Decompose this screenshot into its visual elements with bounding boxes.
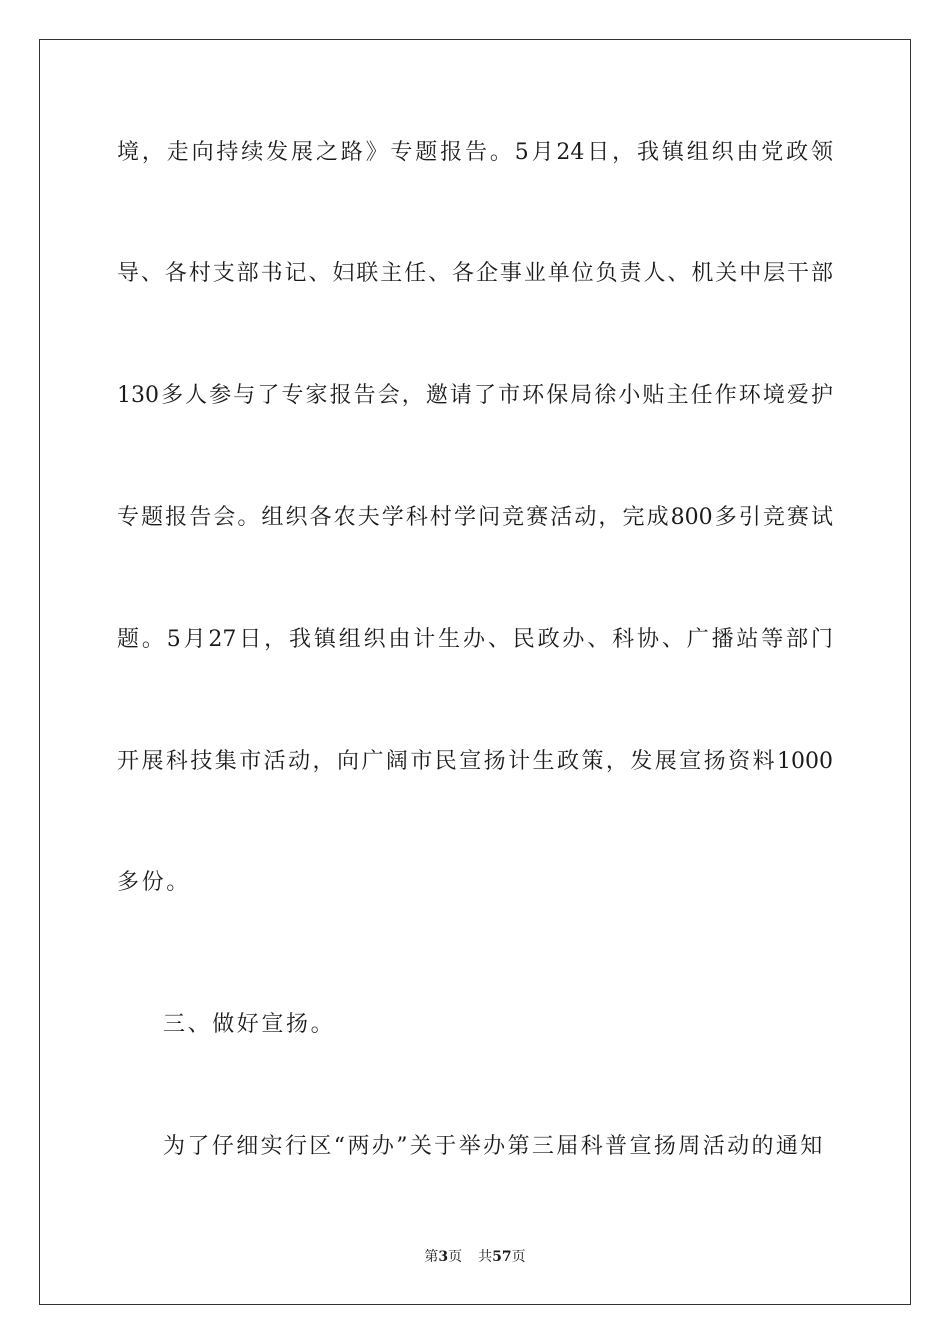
section-heading: 三、做好宣扬。 — [163, 1012, 336, 1037]
body-text-line-7: 多份。 — [117, 870, 191, 895]
body-text-line-6: 开展科技集市活动，向广阔市民宣扬计生政策，发展宣扬资料1000 — [117, 749, 833, 774]
page-border — [39, 39, 911, 1305]
page-footer — [0, 1247, 950, 1267]
footer-page-suffix: 页 — [448, 1249, 463, 1265]
body-text-line-9: 为了仔细实行区“两办”关于举办第三届科普宣扬周活动的通知 — [163, 1134, 825, 1159]
body-text-line-2: 导、各村支部书记、妇联主任、各企事业单位负责人、机关中层干部 — [117, 261, 833, 286]
footer-page-prefix: 第 — [424, 1249, 439, 1265]
body-text-line-4: 专题报告会。组织各农夫学科村学问竞赛活动，完成800多引竞赛试 — [117, 505, 833, 530]
footer-total-prefix: 共 — [478, 1249, 493, 1265]
body-text-line-1: 境，走向持续发展之路》专题报告。5月24日，我镇组织由党政领 — [117, 140, 833, 165]
footer-total-pages: 57 — [492, 1249, 512, 1265]
footer-total-suffix: 页 — [511, 1249, 526, 1265]
footer-page-number: 3 — [438, 1249, 449, 1265]
body-text-line-3: 130多人参与了专家报告会，邀请了市环保局徐小贴主任作环境爱护 — [117, 383, 833, 408]
body-text-line-5: 题。5月27日，我镇组织由计生办、民政办、科协、广播站等部门 — [117, 627, 833, 652]
